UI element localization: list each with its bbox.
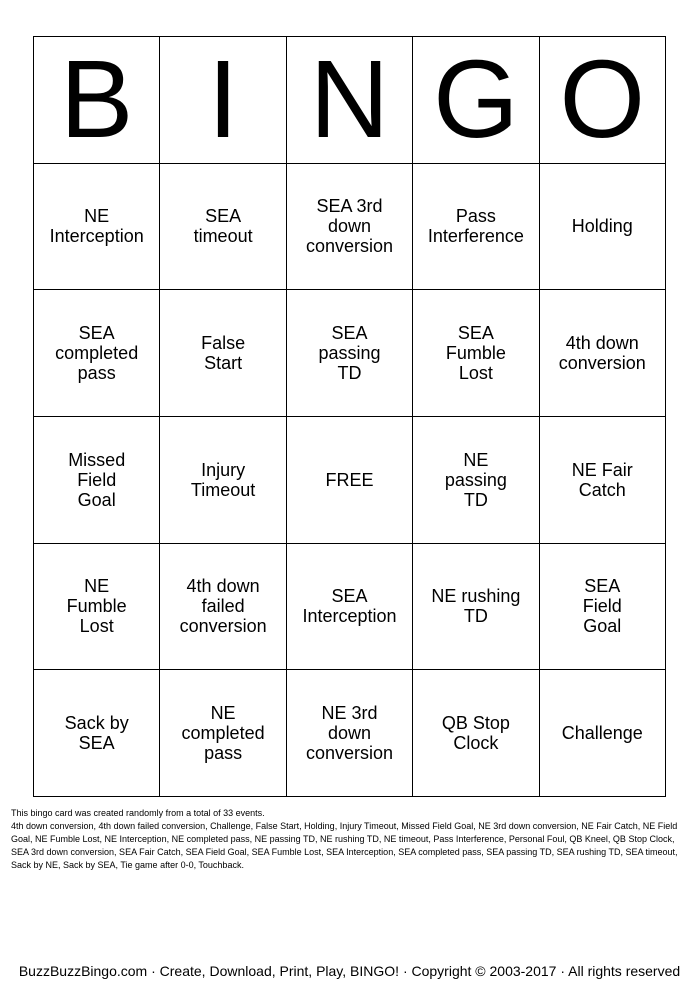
- bingo-cell: [539, 163, 665, 290]
- bingo-cell: [413, 290, 539, 417]
- bingo-cell: [286, 543, 412, 670]
- bingo-cell-text: NE Fair Catch: [571, 459, 633, 500]
- bingo-cell-text: Holding: [571, 216, 633, 237]
- bingo-cell: [160, 163, 286, 290]
- bingo-cell-text: Pass Interference: [427, 206, 524, 247]
- bingo-cell-text: SEA Field Goal: [582, 576, 622, 637]
- bingo-row-2: [34, 290, 666, 417]
- bingo-cell-text: SEA timeout: [193, 206, 253, 247]
- bingo-cell: [286, 163, 412, 290]
- bingo-row-3: [34, 416, 666, 543]
- bingo-cell: [539, 290, 665, 417]
- bingo-cell: [160, 670, 286, 797]
- bingo-cell-text: Missed Field Goal: [68, 449, 126, 510]
- bingo-cell: [34, 163, 160, 290]
- bingo-cell-text: False Start: [201, 333, 246, 374]
- bingo-row-1: [34, 163, 666, 290]
- bingo-header-row: [34, 37, 666, 164]
- bingo-cell-text: SEA Interception: [302, 586, 397, 627]
- bingo-cell-text: NE completed pass: [181, 703, 265, 764]
- bingo-cell: [160, 543, 286, 670]
- header-letter-g: G: [413, 37, 539, 164]
- card-event-list: 4th down conversion, 4th down failed conversion, Challenge, False Start, Holding, Injury Timeout, Missed Field Goal, NE 3rd down conversion, NE Fair Catch, NE Field Goal, NE Fumble Lost, NE Interception, NE completed pass, NE passing TD, NE rushing TD, NE timeout, Pass Interference, Personal Foul, QB Kneel, QB Stop Clock, SEA 3rd down conversion, SEA Fair Catch, SEA Field Goal, SEA Fumble Lost, SEA Interception, SEA completed pass, SEA passing TD, SEA rushing TD, SEA timeout, Sack by NE, Sack by SEA, Tie game after 0-0, Touchback.: [11, 821, 678, 870]
- bingo-cell-text: SEA Fumble Lost: [445, 323, 506, 384]
- card-info-intro: This bingo card was created randomly from a total of 33 events.: [11, 808, 265, 818]
- bingo-row-5: [34, 670, 666, 797]
- bingo-cell: [539, 416, 665, 543]
- header-letter-i: I: [160, 37, 286, 164]
- header-letter-b: B: [34, 37, 160, 164]
- bingo-cell: [34, 670, 160, 797]
- bingo-row-4: [34, 543, 666, 670]
- bingo-cell-text: Injury Timeout: [190, 459, 256, 500]
- bingo-cell: [413, 543, 539, 670]
- bingo-cell: [539, 670, 665, 797]
- free-space-cell: [286, 416, 412, 543]
- bingo-cell-text: Sack by SEA: [64, 713, 129, 754]
- copyright-footer: BuzzBuzzBingo.com · Create, Download, Print, Play, BINGO! · Copyright © 2003-2017 · All rights reserved: [18, 963, 681, 979]
- card-info: [11, 807, 691, 872]
- bingo-cell: [413, 416, 539, 543]
- bingo-cell-text: NE Fumble Lost: [66, 576, 127, 637]
- bingo-cell: [160, 416, 286, 543]
- bingo-cell: [286, 670, 412, 797]
- bingo-cell-text: NE Interception: [49, 206, 144, 247]
- bingo-cell-text: SEA completed pass: [55, 323, 139, 384]
- bingo-cell: [34, 543, 160, 670]
- bingo-cell-text: SEA passing TD: [318, 323, 381, 384]
- bingo-cell: [539, 543, 665, 670]
- header-letter-o: O: [539, 37, 665, 164]
- bingo-cell-text: QB Stop Clock: [441, 713, 510, 754]
- bingo-cell-text: FREE: [325, 469, 374, 490]
- bingo-card: [33, 36, 666, 797]
- bingo-cell: [34, 416, 160, 543]
- bingo-cell-text: Challenge: [561, 723, 643, 744]
- bingo-cell-text: NE passing TD: [444, 449, 507, 510]
- bingo-cell-text: NE rushing TD: [431, 586, 521, 627]
- bingo-cell-text: 4th down failed conversion: [179, 576, 267, 637]
- bingo-cell: [160, 290, 286, 417]
- bingo-cell-text: SEA 3rd down conversion: [305, 196, 393, 257]
- bingo-cell: [413, 163, 539, 290]
- bingo-cell: [286, 290, 412, 417]
- bingo-cell: [413, 670, 539, 797]
- bingo-cell: [34, 290, 160, 417]
- bingo-cell-text: NE 3rd down conversion: [305, 703, 393, 764]
- bingo-cell-text: 4th down conversion: [558, 333, 646, 374]
- header-letter-n: N: [286, 37, 412, 164]
